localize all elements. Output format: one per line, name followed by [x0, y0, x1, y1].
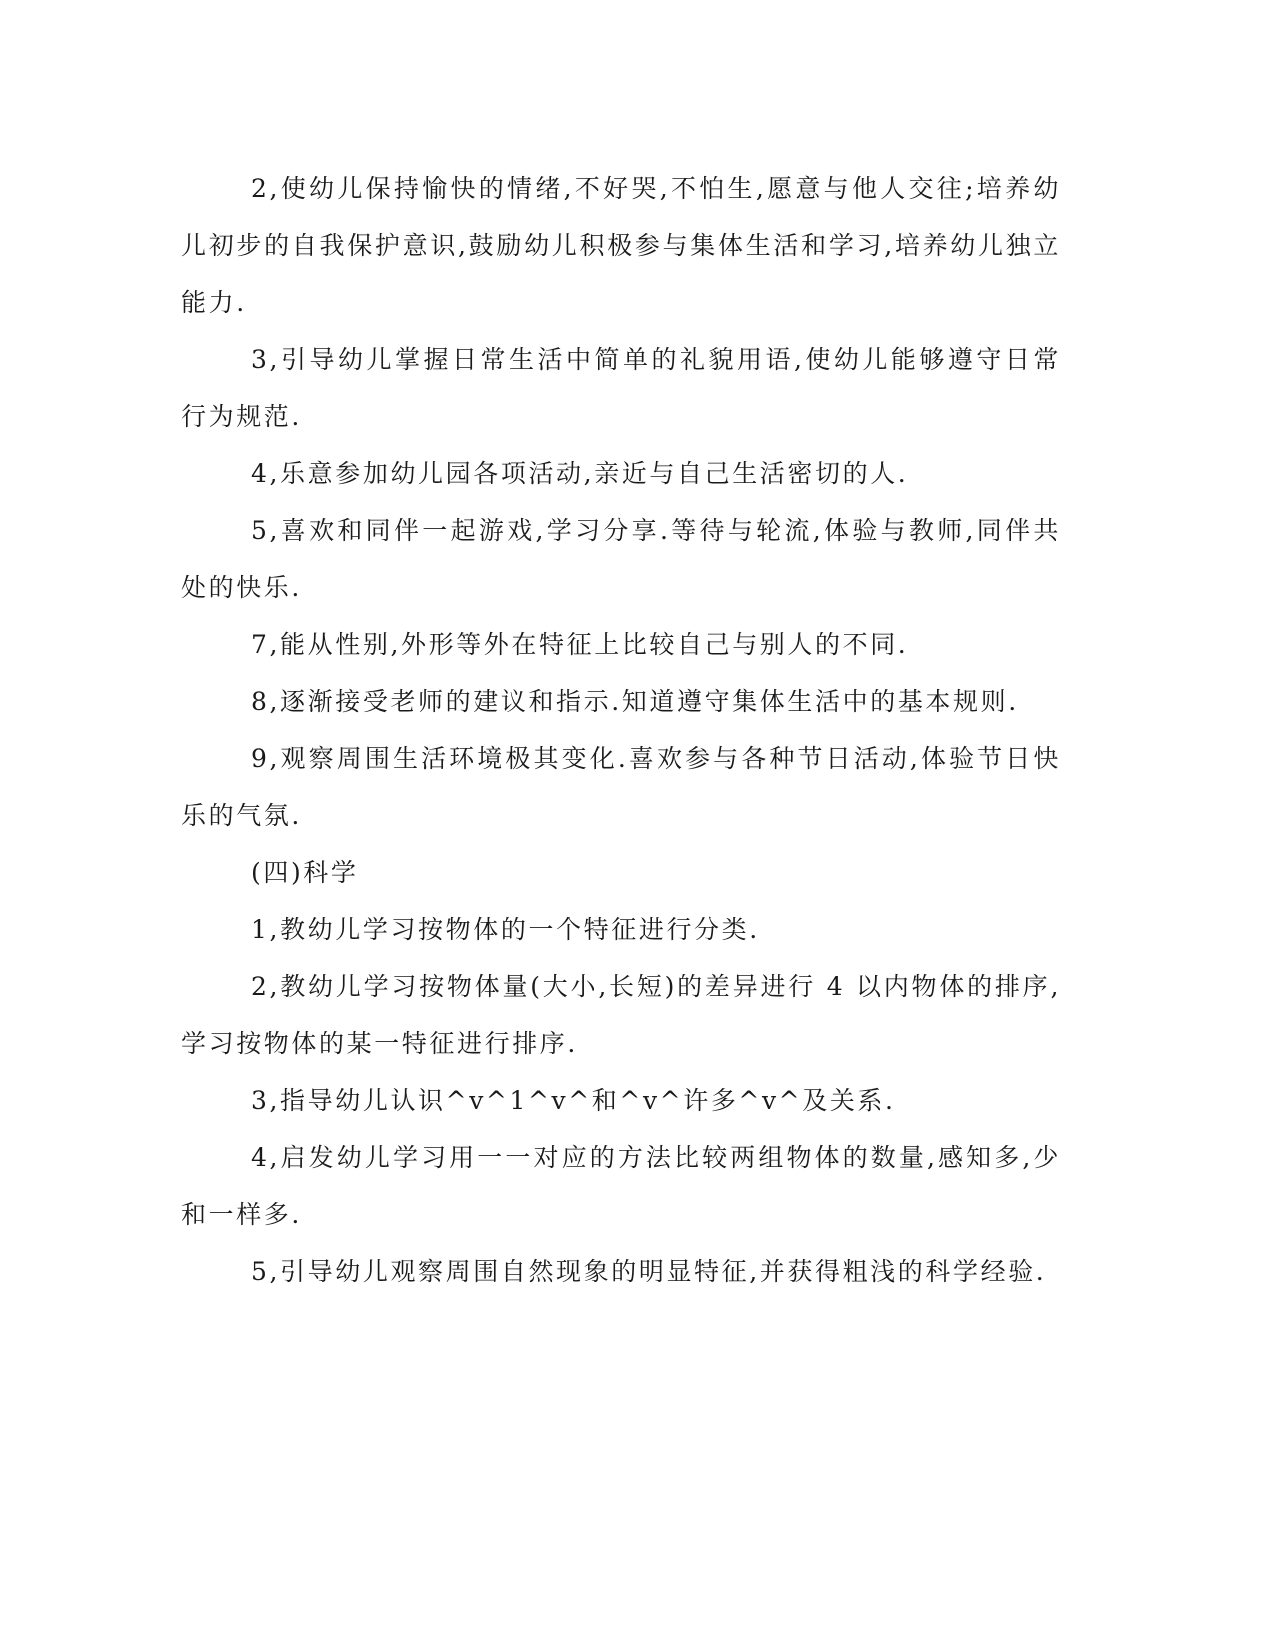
- paragraph: 4,启发幼儿学习用一一对应的方法比较两组物体的数量,感知多,少和一样多.: [181, 1143, 1061, 1229]
- section-heading: (四)科学: [251, 858, 359, 887]
- document-body: [181, 160, 1061, 1300]
- paragraph: 7,能从性别,外形等外在特征上比较自己与别人的不同.: [251, 630, 909, 659]
- paragraph: 2,使幼儿保持愉快的情绪,不好哭,不怕生,愿意与他人交往;培养幼儿初步的自我保护意识,鼓励幼儿积极参与集体生活和学习,培养幼儿独立能力.: [181, 174, 1061, 317]
- paragraph: 4,乐意参加幼儿园各项活动,亲近与自己生活密切的人.: [251, 459, 909, 488]
- paragraph: 8,逐渐接受老师的建议和指示.知道遵守集体生活中的基本规则.: [251, 687, 1019, 716]
- paragraph: 1,教幼儿学习按物体的一个特征进行分类.: [251, 915, 760, 944]
- paragraph: 3,指导幼儿认识^v^1^v^和^v^许多^v^及关系.: [251, 1086, 896, 1115]
- paragraph: 5,喜欢和同伴一起游戏,学习分享.等待与轮流,体验与教师,同伴共处的快乐.: [181, 516, 1061, 602]
- paragraph: 9,观察周围生活环境极其变化.喜欢参与各种节日活动,体验节日快乐的气氛.: [181, 744, 1061, 830]
- paragraph: 3,引导幼儿掌握日常生活中简单的礼貌用语,使幼儿能够遵守日常行为规范.: [181, 345, 1061, 431]
- paragraph: 2,教幼儿学习按物体量(大小,长短)的差异进行 4 以内物体的排序,学习按物体的某一特征进行排序.: [181, 972, 1061, 1058]
- paragraph: 5,引导幼儿观察周围自然现象的明显特征,并获得粗浅的科学经验.: [251, 1257, 1047, 1286]
